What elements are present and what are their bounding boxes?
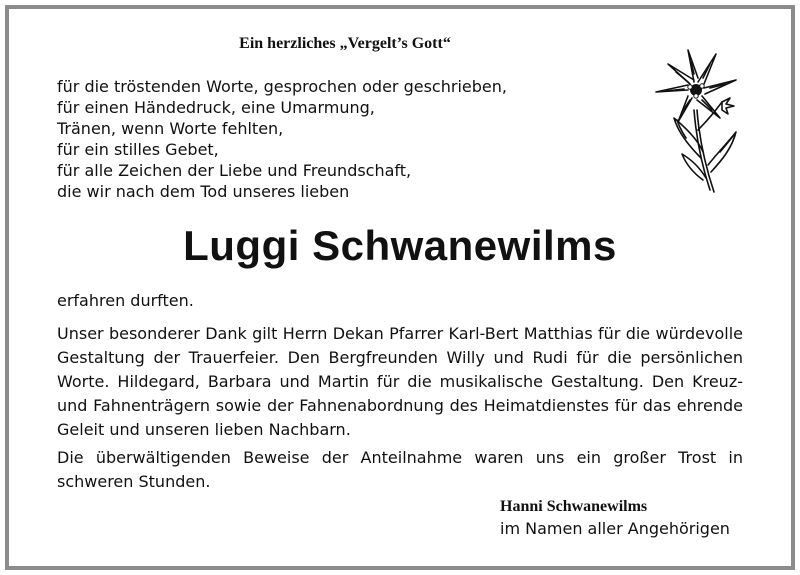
intro-line: für alle Zeichen der Liebe und Freundschaft, xyxy=(57,161,412,180)
notice-heading: Ein herzliches „Vergelt’s Gott“ xyxy=(239,35,451,52)
intro-line: für ein stilles Gebet, xyxy=(57,140,219,159)
deceased-name: Luggi Schwanewilms xyxy=(183,222,617,269)
signature-subtitle: im Namen aller Angehörigen xyxy=(500,519,730,538)
thanks-paragraph: Unser besonderer Dank gilt Herrn Dekan Pfarrer Karl-Bert Matthias für die würdevolle Gestaltung der Trauerfeier. Den Bergfreunden Willy und Rudi für die persönlichen Worte. Hildegard, Barbara und Martin für die musikalische Gestaltung. Den Kreuz- und Fahnenträgern sowie der Fahnenabordnung des Heimatdienstes für das ehrende Geleit und unseren lieben Nachbarn. xyxy=(57,324,743,439)
intro-line: für die tröstenden Worte, gesprochen oder geschrieben, xyxy=(57,77,507,96)
signature-name: Hanni Schwanewilms xyxy=(500,498,648,515)
after-name-text: erfahren durften. xyxy=(57,291,194,310)
closing-paragraph: Die überwältigenden Beweise der Anteilnahme waren uns ein großer Trost in schweren Stunden. xyxy=(57,448,743,491)
intro-line: für einen Händedruck, eine Umarmung, xyxy=(57,98,375,117)
intro-line: die wir nach dem Tod unseres lieben xyxy=(57,182,350,201)
intro-line: Tränen, wenn Worte fehlten, xyxy=(57,119,284,138)
edelweiss-icon xyxy=(648,40,740,195)
intro-text xyxy=(57,76,507,202)
